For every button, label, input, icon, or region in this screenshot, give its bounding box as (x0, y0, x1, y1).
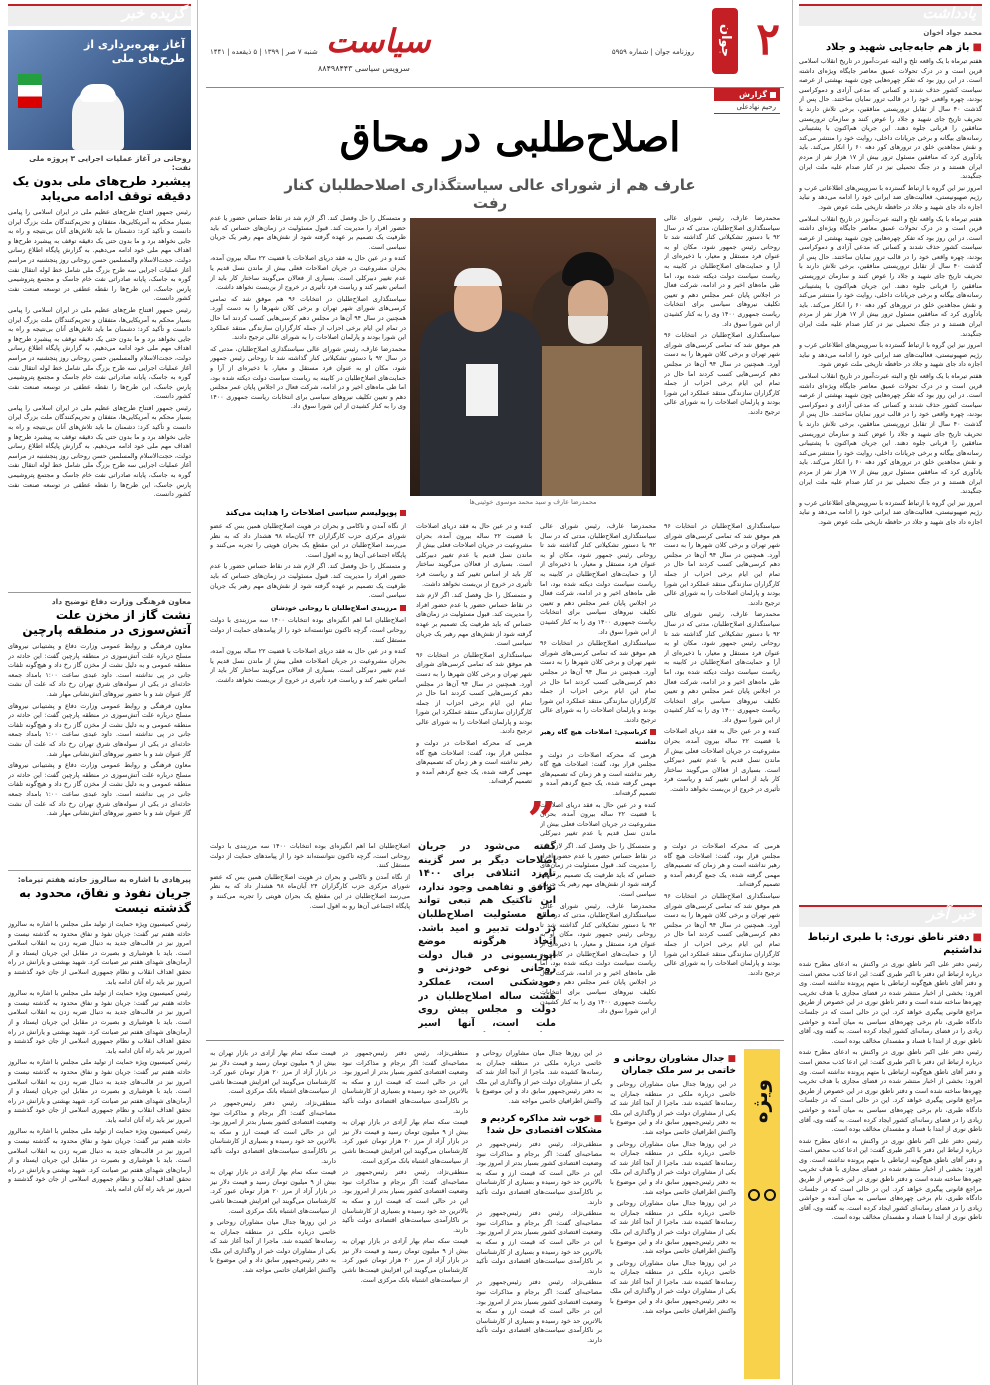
report-tag-label: گزارش (738, 90, 767, 99)
lead-text-col-left-of-photo: و متمسکل را حل وفصل کند. اگر لازم شد در نقاط حساس حضور یا عدم حضور افراد را مدیریت کند. قبول مسئولیت در زمان‌های حساس که باید طرفیت یک تصمیم بر عهده گرفته شود از نقش‌های مهم رهبر یک جریان سیاسی است. کنده و در عین حال به فقد دریای اصلاحات با قضیت ۲۲ ساله بیرون آمده، بحران مشروعیت در جریان اصلاحات فعلی بیش از ماندن نسل قدیم یا عدم تغییر دبیرکلی است. بسیاری از فعالان می‌گویند ساختار کار باید از اساس تغییر کند و ریاست فرد تأثیری در خروج از بن‌بست نخواهد داشت. سیاستگذاری اصلاح‌طلبان در انتخابات ۹۶ هم موفق شد که تمامی کرسی‌های شورای شهر تهران و برخی کلان شهرها را به دست آورد. همچنین در سال ۹۴ آن‌ها در مجلس دهم کرسی‌هایی کسب کردند اما حال در تمام این ایام برخی احزاب از جمله کارگزاران سازندگی منتقد عملکرد این شورا بودند و پارلمان اصلاحات را به شورای عالی ترجیح دادند. محمدرضا عارف، رئیس شورای عالی سیاستگذاری اصلاح‌طلبان، مدتی که در سال ۹۲ با دستور تشکیلاتی کنار گذاشته شد تا روحانی رئیس جمهور شود، مکان او به عنوان فرد مستقل و معیار، با ذخیره‌ای از آرا و حمایت‌های اصلاح‌طلبان در کابینه به ریاست سیاست دولت دیکته شده بود، اما طی ماه‌های اخیر و در ادامه، شرکت فعال در اجلاس پایان عمر مجلس دهم و تعیین تکلیف نیروهای سیاسی برای انتخابات ریاست جمهوری ۱۴۰۰ وی را به کنار کشیدن از این شورا سوق داد. (210, 214, 406, 411)
center-area (206, 0, 784, 1385)
item3-body: رئیس کمیسیون ویژه حمایت از تولید ملی مجلس با اشاره به سالروز حادثه هفتم تیر گفت: جریان نفوذ و نفاق محدود به گذشته نیست و امروز نیز در قالب‌های جدید به دنبال ضربه زدن به انقلاب اسلامی است. باید با هوشیاری و بصیرت در مقابل این جریان ایستاد و از آرمان‌های شهدای هفتم تیر صیانت کرد. شهید بهشتی و یارانش در راه تحقق اهداف انقلاب و نظام جمهوری اسلامی از جان خود گذشتند و امروز نیز باید راه آنان ادامه یابد. رئیس کمیسیون ویژه حمایت از تولید ملی مجلس با اشاره به سالروز حادثه هفتم تیر گفت: جریان نفوذ و نفاق محدود به گذشته نیست و امروز نیز در قالب‌های جدید به دنبال ضربه زدن به انقلاب اسلامی است. باید با هوشیاری و بصیرت در مقابل این جریان ایستاد و از آرمان‌های شهدای هفتم تیر صیانت کرد. شهید بهشتی و یارانش در راه تحقق اهداف انقلاب و نظام جمهوری اسلامی از جان خود گذشتند و امروز نیز باید راه آنان ادامه یابد. رئیس کمیسیون ویژه حمایت از تولید ملی مجلس با اشاره به سالروز حادثه هفتم تیر گفت: جریان نفوذ و نفاق محدود به گذشته نیست و امروز نیز در قالب‌های جدید به دنبال ضربه زدن به انقلاب اسلامی است. باید با هوشیاری و بصیرت در مقابل این جریان ایستاد و از آرمان‌های شهدای هفتم تیر صیانت کرد. شهید بهشتی و یارانش در راه تحقق اهداف انقلاب و نظام جمهوری اسلامی از جان خود گذشتند و امروز نیز باید راه آنان ادامه یابد. رئیس کمیسیون ویژه حمایت از تولید ملی مجلس با اشاره به سالروز حادثه هفتم تیر گفت: جریان نفوذ و نفاق محدود به گذشته نیست و امروز نیز در قالب‌های جدید به دنبال ضربه زدن به انقلاب اسلامی است. باید با هوشیاری و بصیرت در مقابل این جریان ایستاد و از آرمان‌های شهدای هفتم تیر صیانت کرد. شهید بهشتی و یارانش در راه تحقق اهداف انقلاب و نظام جمهوری اسلامی از جان خود گذشتند و امروز نیز باید راه آنان ادامه یابد. (8, 920, 191, 1194)
vijeh-item2-title: ■خوب شد مذاکره کردیم و مشکلات اقتصادی حل شد! (481, 1114, 602, 1136)
lead-text-col-6: هرمی که محرکه اصلاحات در دولت و مجلس قرار بود، گفت: اصلاحات هیچ گاه رهبر نداشته است و هر زمان که تصمیم‌های مهمی گرفته شده، یک جمع گردهم آمده و تصمیم گرفته‌اند. سیاستگذاری اصلاح‌طلبان در انتخابات ۹۶ هم موفق شد که تمامی کرسی‌های شورای شهر تهران و برخی کلان شهرها را به دست آورد. همچنین در سال ۹۴ آن‌ها در مجلس دهم کرسی‌هایی کسب کردند اما حال در تمام این ایام برخی احزاب از جمله کارگزاران سازندگی منتقد عملکرد این شورا بودند و پارلمان اصلاحات را به شورای عالی ترجیح دادند. (664, 842, 780, 977)
item1-title: پیشبرد طرح‌های ملی بدون یک دقیقه توقف ادامه می‌یابد (12, 174, 191, 203)
item2-body: معاون فرهنگی و روابط عمومی وزارت دفاع و پشتیبانی نیروهای مسلح درباره علت آتش‌سوزی در منطقه پارچین گفت: این حادثه در منطقه عمومی و به دلیل نشت از مخزن گاز رخ داد و هیچ‌گونه تلفات جانی در پی نداشته است. داود عبدی ساعت ۱:۰۰ بامداد جمعه حادثه‌ای در یکی از سوله‌های شرق تهران رخ داد که علت آن نشت گاز عنوان شد و با حضور نیروهای آتش‌نشانی مهار شد. معاون فرهنگی و روابط عمومی وزارت دفاع و پشتیبانی نیروهای مسلح درباره علت آتش‌سوزی در منطقه پارچین گفت: این حادثه در منطقه عمومی و به دلیل نشت از مخزن گاز رخ داد و هیچ‌گونه تلفات جانی در پی نداشته است. داود عبدی ساعت ۱:۰۰ بامداد جمعه حادثه‌ای در یکی از سوله‌های شرق تهران رخ داد که علت آن نشت گاز عنوان شد و با حضور نیروهای آتش‌نشانی مهار شد. معاون فرهنگی و روابط عمومی وزارت دفاع و پشتیبانی نیروهای مسلح درباره علت آتش‌سوزی در منطقه پارچین گفت: این حادثه در منطقه عمومی و به دلیل نشت از مخزن گاز رخ داد و هیچ‌گونه تلفات جانی در پی نداشته است. داود عبدی ساعت ۱:۰۰ بامداد جمعه حادثه‌ای در یکی از سوله‌های شرق تهران رخ داد که علت آن نشت گاز عنوان شد و با حضور نیروهای آتش‌نشانی مهار شد. (8, 642, 191, 818)
lead-text-col-1: محمدرضا عارف، رئیس شورای عالی سیاستگذاری اصلاح‌طلبان، مدتی که در سال ۹۲ با دستور تشکیلاتی کنار گذاشته شد تا روحانی رئیس جمهور شود، مکان او به عنوان فرد مستقل و معیار، با ذخیره‌ای از آرا و حمایت‌های اصلاح‌طلبان در کابینه به ریاست سیاست دولت دیکته شده بود، اما طی ماه‌های اخیر و در ادامه، شرکت فعال در اجلاس پایان عمر مجلس دهم و تعیین تکلیف نیروهای سیاسی برای انتخابات ریاست جمهوری ۱۴۰۰ وی را به کنار کشیدن از این شورا سوق داد. سیاستگذاری اصلاح‌طلبان در انتخابات ۹۶ هم موفق شد که تمامی کرسی‌های شورای شهر تهران و برخی کلان شهرها را به دست آورد. همچنین در سال ۹۴ آن‌ها در مجلس دهم کرسی‌هایی کسب کردند اما حال در تمام این ایام برخی احزاب از جمله کارگزاران سازندگی منتقد عملکرد این شورا بودند و پارلمان اصلاحات را به شورای عالی ترجیح دادند. (664, 214, 780, 416)
thumbnail-flag-icon (18, 74, 42, 108)
photo-cloak-right (542, 346, 642, 496)
service-name: سیاست (326, 22, 431, 60)
khabar-akhar-headline: ■دفتر ناطق نوری: با طبری ارتباط نداشتیم (807, 932, 982, 956)
item3-title: جریان نفوذ و نفاق، محدود به گذشته نیست (19, 886, 191, 915)
right-column-header (799, 0, 982, 26)
item2-title: نشت گاز از مخزن علت آتش‌سوزی در منطقه پارچین (22, 608, 191, 637)
pull-quote-text: گفته می‌شود در جریان اصلاحات دیگر بر سر گزینه تام‌زد ائتلافی برای ۱۴۰۰ توافق و تفاهمی وجود ندارد، این تاکتیک هم تبعی تواند مانع مسئولیت اصلاح‌طلبان در دولت تدبیر و امید باشد. اتخاذ هرگونه موضع اپوزیسیونی در قبال دولت روحانی نوعی خودزنی و خودشکنی است، عملکرد هشت ساله اصلاح‌طلبان در دولت و مجلس پیش روی ملت است، آنها اسیر (418, 841, 556, 1029)
vijeh-label: ویژه (748, 1079, 772, 1124)
vijeh-section (206, 1040, 784, 1385)
pull-quote (418, 800, 556, 1032)
lead-text-col-4: کنده و در عین حال به فقد دریای اصلاحات با قضیت ۲۲ ساله بیرون آمده، بحران مشروعیت در جریان اصلاحات فعلی بیش از ماندن نسل قدیم یا عدم تغییر دبیرکلی است. بسیاری از فعالان می‌گویند ساختار کار باید از اساس تغییر کند و ریاست فرد تأثیری در خروج از بن‌بست نخواهد داشت. و متمسکل را حل وفصل کند. اگر لازم شد در نقاط حساس حضور یا عدم حضور افراد را مدیریت کند. قبول مسئولیت در زمان‌های حساس که باید طرفیت یک تصمیم بر عهده گرفته شود از نقش‌های مهم رهبر یک جریان سیاسی است. سیاستگذاری اصلاح‌طلبان در انتخابات ۹۶ هم موفق شد که تمامی کرسی‌های شورای شهر تهران و برخی کلان شهرها را به دست آورد. همچنین در سال ۹۴ آن‌ها در مجلس دهم کرسی‌هایی کسب کردند اما حال در تمام این ایام برخی احزاب از جمله کارگزاران سازندگی منتقد عملکرد این شورا بودند و پارلمان اصلاحات را به شورای عالی ترجیح دادند. هرمی که محرکه اصلاحات در دولت و مجلس قرار بود، گفت: اصلاحات هیچ گاه رهبر نداشته است و هر زمان که تصمیم‌های مهمی گرفته شده، یک جمع گردهم آمده و تصمیم گرفته‌اند. (416, 522, 532, 786)
question-heading: کرباسچی: اصلاحات هیچ گاه رهبر نداشته (540, 728, 656, 747)
column-headline: ■باز هم جابه‌جایی شهید و جلاد (826, 42, 982, 53)
glasses-icon (748, 1189, 776, 1201)
right-column-title: یادداشت (922, 4, 976, 22)
report-tag (714, 88, 780, 114)
khabar-akhar-title: خبر آخر (926, 905, 976, 923)
photo-caption: محمدرضا عارف و سید محمد موسوی خوئینی‌ها (469, 498, 597, 506)
report-author: رحیم نهادعلی (714, 101, 780, 114)
vijeh-item1-body: در این روزها جدال میان مشاوران روحانی و خاتمی درباره ملکی در منطقه جماران به رسانه‌ها کشیده شد. ماجرا از آنجا آغاز شد که یکی از مشاوران دولت خبر از واگذاری این ملک به دفتر رئیس‌جمهور سابق داد و این موضوع با واکنش اطرافیان خاتمی مواجه شد. در این روزها جدال میان مشاوران روحانی و خاتمی درباره ملکی در منطقه جماران به رسانه‌ها کشیده شد. ماجرا از آنجا آغاز شد که یکی از مشاوران دولت خبر از واگذاری این ملک به دفتر رئیس‌جمهور سابق داد و این موضوع با واکنش اطرافیان خاتمی مواجه شد. در این روزها جدال میان مشاوران روحانی و خاتمی درباره ملکی در منطقه جماران به رسانه‌ها کشیده شد. ماجرا از آنجا آغاز شد که یکی از مشاوران دولت خبر از واگذاری این ملک به دفتر رئیس‌جمهور سابق داد و این موضوع با واکنش اطرافیان خاتمی مواجه شد. در این روزها جدال میان مشاوران روحانی و خاتمی درباره ملکی در منطقه جماران به رسانه‌ها کشیده شد. ماجرا از آنجا آغاز شد که یکی از مشاوران دولت خبر از واگذاری این ملک به دفتر رئیس‌جمهور سابق داد و این موضوع با واکنش اطرافیان خاتمی مواجه شد. (610, 1080, 736, 1315)
column-body: هفتم تیرماه با یک واقعه تلخ و البته عبرت‌آموز در تاریخ انقلاب اسلامی قرین است و در درک تحولات عمیق معاصر جایگاه ویژه‌ای داشته است. در این روز بود که تفکر چهره‌هایی چون شهید بهشتی از عرصه سیاست کشور حذف شدند و کسانی که مدعی آزادی و دموکراسی بودند، چهره واقعی خود را در قالب ترور نمایان ساختند. حال پس از گذشت ۴۰ سال از تقابل تروریستی منافقین، برخی تلاش دارند با تحریف تاریخ جای شهید و جلاد را عوض کنند و سازمان تروریستی منافقین را قربانی جلوه دهند. این جریان هم‌اکنون با پشتیبانی رسانه‌های بیگانه و برخی جریانات داخلی، روایت خود را منتشر می‌کند و نقش مجاهدین خلق در ترورهای کور دهه ۶۰ را انکار می‌کند. باید یادآوری کرد که منافقین مسئول ترور بیش از ۱۷ هزار نفر از مردم ایران هستند و در جنگ تحمیلی نیز در کنار صدام علیه ملت ایران جنگیدند. امروز نیز این گروه با ارتباط گسترده با سرویس‌های اطلاعاتی غرب و رژیم صهیونیستی، فعالیت‌های ضد ایرانی خود را ادامه می‌دهد و نباید اجازه داد جای شهید و جلاد در حافظه تاریخی ملت عوض شود. هفتم تیرماه با یک واقعه تلخ و البته عبرت‌آموز در تاریخ انقلاب اسلامی قرین است و در درک تحولات عمیق معاصر جایگاه ویژه‌ای داشته است. در این روز بود که تفکر چهره‌هایی چون شهید بهشتی از عرصه سیاست کشور حذف شدند و کسانی که مدعی آزادی و دموکراسی بودند، چهره واقعی خود را در قالب ترور نمایان ساختند. حال پس از گذشت ۴۰ سال از تقابل تروریستی منافقین، برخی تلاش دارند با تحریف تاریخ جای شهید و جلاد را عوض کنند و سازمان تروریستی منافقین را قربانی جلوه دهند. این جریان هم‌اکنون با پشتیبانی رسانه‌های بیگانه و برخی جریانات داخلی، روایت خود را منتشر می‌کند و نقش مجاهدین خلق در ترورهای کور دهه ۶۰ را انکار می‌کند. باید یادآوری کرد که منافقین مسئول ترور بیش از ۱۷ هزار نفر از مردم ایران هستند و در جنگ تحمیلی نیز در کنار صدام علیه ملت ایران جنگیدند. امروز نیز این گروه با ارتباط گسترده با سرویس‌های اطلاعاتی غرب و رژیم صهیونیستی، فعالیت‌های ضد ایرانی خود را ادامه می‌دهد و نباید اجازه داد جای شهید و جلاد در حافظه تاریخی ملت عوض شود. هفتم تیرماه با یک واقعه تلخ و البته عبرت‌آموز در تاریخ انقلاب اسلامی قرین است و در درک تحولات عمیق معاصر جایگاه ویژه‌ای داشته است. در این روز بود که تفکر چهره‌هایی چون شهید بهشتی از عرصه سیاست کشور حذف شدند و کسانی که مدعی آزادی و دموکراسی بودند، چهره واقعی خود را در قالب ترور نمایان ساختند. حال پس از گذشت ۴۰ سال از تقابل تروریستی منافقین، برخی تلاش دارند با تحریف تاریخ جای شهید و جلاد را عوض کنند و سازمان تروریستی منافقین را قربانی جلوه دهند. این جریان هم‌اکنون با پشتیبانی رسانه‌های بیگانه و برخی جریانات داخلی، روایت خود را منتشر می‌کند و نقش مجاهدین خلق در ترورهای کور دهه ۶۰ را انکار می‌کند. باید یادآوری کرد که منافقین مسئول ترور بیش از ۱۷ هزار نفر از مردم ایران هستند و در جنگ تحمیلی نیز در کنار صدام علیه ملت ایران جنگیدند. امروز نیز این گروه با ارتباط گسترده با سرویس‌های اطلاعاتی غرب و رژیم صهیونیستی، فعالیت‌های ضد ایرانی خود را ادامه می‌دهد و نباید اجازه داد جای شهید و جلاد در حافظه تاریخی ملت عوض شود. (799, 57, 982, 526)
vijeh-col-2 (476, 1049, 602, 1379)
item2-kicker: معاون فرهنگی وزارت دفاع توضیح داد (51, 597, 191, 606)
thumbnail-turban-icon (80, 84, 116, 102)
vijeh-col-3: منطقی‌نژاد، رئیس دفتر رئیس‌جمهور در مصاحبه‌ای گفت: اگر برجام و مذاکرات نبود وضعیت اقتصادی کشور بسیار بدتر از امروز بود. این در حالی است که قیمت ارز و سکه به بالاترین حد خود رسیده و بسیاری از کارشناسان بر ناکارآمدی سیاست‌های اقتصادی دولت تأکید دارند. قیمت سکه تمام بهار آزادی در بازار تهران به بیش از ۹ میلیون تومان رسید و قیمت دلار نیز در بازار آزاد از مرز ۲۰ هزار تومان عبور کرد. کارشناسان می‌گویند این افزایش قیمت‌ها ناشی از سیاست‌های اشتباه بانک مرکزی است. منطقی‌نژاد، رئیس دفتر رئیس‌جمهور در مصاحبه‌ای گفت: اگر برجام و مذاکرات نبود وضعیت اقتصادی کشور بسیار بدتر از امروز بود. این در حالی است که قیمت ارز و سکه به بالاترین حد خود رسیده و بسیاری از کارشناسان بر ناکارآمدی سیاست‌های اقتصادی دولت تأکید دارند. قیمت سکه تمام بهار آزادی در بازار تهران به بیش از ۹ میلیون تومان رسید و قیمت دلار نیز در بازار آزاد از مرز ۲۰ هزار تومان عبور کرد. کارشناسان می‌گویند این افزایش قیمت‌ها ناشی از سیاست‌های اشتباه بانک مرکزی است. (342, 1049, 468, 1284)
lead-text-col-5: از نگاه آمدن و ناکامی و بحران در هویت اصلاح‌طلبان همین بس که عضو شورای مرکزی حزب کارگزاران ۲۴ آبان‌ماه ۹۸ هشدار داد که به نظر می‌رسد اصلاح‌طلبان در این مقطع یک بحران هویتی را تجربه می‌کنند و پایگاه اجتماعی آن‌ها رو به افول است. و متمسکل را حل وفصل کند. اگر لازم شد در نقاط حساس حضور یا عدم حضور افراد را مدیریت کند. قبول مسئولیت در زمان‌های حساس که باید طرفیت یک تصمیم بر عهده گرفته شود از نقش‌های مهم رهبر یک جریان سیاسی است. مرزبندی اصلاح‌طلبان با روحانی خودشان اصلاح‌طلبان اما اهم انگیزه‌ای بوده انتخابات ۱۴۰۰ سه مرزبندی با دولت روحانی است، گرچه تاکنون نتوانسته‌اند خود را از پیامدهای حمایت از دولت مستقل کنند. کنده و در عین حال به فقد دریای اصلاحات با قضیت ۲۲ ساله بیرون آمده، بحران مشروعیت در جریان اصلاحات فعلی بیش از ماندن نسل قدیم یا عدم تغییر دبیرکلی است. بسیاری از فعالان می‌گویند ساختار کار باید از اساس تغییر کند و ریاست فرد تأثیری در خروج از بن‌بست نخواهد داشت. (210, 522, 406, 684)
left-column (8, 0, 198, 1385)
section-heading-2: مرزبندی اصلاح‌طلبان با روحانی خودشان (210, 604, 406, 614)
vijeh-item1-title: ■جدال مشاوران روحانی و خاتمی بر سر ملک جماران (614, 1054, 736, 1076)
vijeh-label-box (744, 1049, 780, 1379)
photo-shirt-left (466, 364, 498, 416)
left-column-title: گزیده خبر (122, 4, 185, 22)
page-number: ۲ (756, 14, 780, 65)
khabar-akhar-header (799, 901, 982, 927)
masthead (206, 0, 784, 88)
date-line: ﺷﻨﺒﻪ ۷ ﺻﺮ | ۱۳۹۹ | ۵ ذیقعده | ۱۴۴۱ (210, 48, 318, 56)
lead-title: اصلاح‌طلبی در محاق (339, 114, 681, 161)
paper-logo: جوان (712, 8, 738, 74)
item1-body: رئیس جمهور افتتاح طرح‌های عظیم ملی در ایران اسلامی را پیامی بسیار محکم به آمریکایی‌ها، متفقان و تحریم‌کنندگان ملت بزرگ ایران دانست و تأکید کرد: دشمنان ما باید تلاش‌های آنان بی‌نتیجه و راه به جایی نخواهد برد و ما بدون حتی یک دقیقه توقف به پیشبرد طرح‌ها و اهداف مهم ملی خود ادامه می‌دهیم. به گزارش پایگاه اطلاع رسانی دولت، حجت‌الاسلام والمسلمین حسن روحانی روز پنجشنبه در مراسم آغاز عملیات اجرایی سه طرح بزرگ ملی شامل خط لوله انتقال نفت گوره به جاسک، پایانه صادراتی نفت خام جاسک و مجتمع پتروشیمی پارس جاسک، این طرح‌ها را نقطه عطفی در توسعه صنعت نفت کشور دانست. رئیس جمهور افتتاح طرح‌های عظیم ملی در ایران اسلامی را پیامی بسیار محکم به آمریکایی‌ها، متفقان و تحریم‌کنندگان ملت بزرگ ایران دانست و تأکید کرد: دشمنان ما باید تلاش‌های آنان بی‌نتیجه و راه به جایی نخواهد برد و ما بدون حتی یک دقیقه توقف به پیشبرد طرح‌ها و اهداف مهم ملی خود ادامه می‌دهیم. به گزارش پایگاه اطلاع رسانی دولت، حجت‌الاسلام والمسلمین حسن روحانی روز پنجشنبه در مراسم آغاز عملیات اجرایی سه طرح بزرگ ملی شامل خط لوله انتقال نفت گوره به جاسک، پایانه صادراتی نفت خام جاسک و مجتمع پتروشیمی پارس جاسک، این طرح‌ها را نقطه عطفی در توسعه صنعت نفت کشور دانست. رئیس جمهور افتتاح طرح‌های عظیم ملی در ایران اسلامی را پیامی بسیار محکم به آمریکایی‌ها، متفقان و تحریم‌کنندگان ملت بزرگ ایران دانست و تأکید کرد: دشمنان ما باید تلاش‌های آنان بی‌نتیجه و راه به جایی نخواهد برد و ما بدون حتی یک دقیقه توقف به پیشبرد طرح‌ها و اهداف مهم ملی خود ادامه می‌دهیم. به گزارش پایگاه اطلاع رسانی دولت، حجت‌الاسلام والمسلمین حسن روحانی روز پنجشنبه در مراسم آغاز عملیات اجرایی سه طرح بزرگ ملی شامل خط لوله انتقال نفت گوره به جاسک، پایانه صادراتی نفت خام جاسک و مجتمع پتروشیمی پارس جاسک، این طرح‌ها را نقطه عطفی در توسعه صنعت نفت کشور دانست. (8, 208, 191, 499)
item1-kicker: روحانی در آغاز عملیات اجرایی ۳ پروژه ملی نفت: (29, 154, 191, 172)
thumbnail-headline: آغاز بهره‌برداری از طرح‌های ملی (83, 38, 185, 65)
lead-subtitle: عارف هم از شورای عالی سیاستگذاری اصلاحطلبان کنار رفت (284, 176, 696, 212)
lead-text-col-7: و متمسکل را حل وفصل کند. اگر لازم شد در نقاط حساس حضور یا عدم حضور افراد را مدیریت کند. قبول مسئولیت در زمان‌های حساس که باید طرفیت یک تصمیم بر عهده گرفته شود از نقش‌های مهم رهبر یک جریان سیاسی است. محمدرضا عارف، رئیس شورای عالی سیاستگذاری اصلاح‌طلبان، مدتی که در سال ۹۲ با دستور تشکیلاتی کنار گذاشته شد تا روحانی رئیس جمهور شود، مکان او به عنوان فرد مستقل و معیار، با ذخیره‌ای از آرا و حمایت‌های اصلاح‌طلبان در کابینه به ریاست سیاست دولت دیکته شده بود، اما طی ماه‌های اخیر و در ادامه، شرکت فعال در اجلاس پایان عمر مجلس دهم و تعیین تکلیف نیروهای سیاسی برای انتخابات ریاست جمهوری ۱۴۰۰ وی را به کنار کشیدن از این شورا سوق داد. (540, 842, 656, 1016)
photo-hair-left (454, 268, 502, 286)
lead-photo (410, 218, 656, 496)
section-heading-1: پوپولیسم سیاسی اصلاحات را هدایت می‌کند (210, 508, 406, 517)
news-thumbnail (8, 30, 191, 150)
lead-text-col-8: اصلاح‌طلبان اما اهم انگیزه‌ای بوده انتخابات ۱۴۰۰ سه مرزبندی با دولت روحانی است، گرچه تاکنون نتوانسته‌اند خود را از پیامدهای حمایت از دولت مستقل کنند. از نگاه آمدن و ناکامی و بحران در هویت اصلاح‌طلبان همین بس که عضو شورای مرکزی حزب کارگزاران ۲۴ آبان‌ماه ۹۸ هشدار داد که به نظر می‌رسد اصلاح‌طلبان در این مقطع یک بحران هویتی را تجربه می‌کنند و پایگاه اجتماعی آن‌ها رو به افول است. (210, 842, 410, 910)
column-author: محمد جواد اخوان (923, 29, 982, 37)
service-sub: سرویس سیاسی ۸۸۴۹۸۴۴۳ (318, 64, 410, 73)
issue-line: روزنامه جوان | شماره ۵۹۵۹ (611, 48, 694, 56)
item3-kicker: پیرهادی با اشاره به سالروز حادثه هفتم تیرماه: (17, 875, 191, 884)
vijeh-col-4: قیمت سکه تمام بهار آزادی در بازار تهران به بیش از ۹ میلیون تومان رسید و قیمت دلار نیز در بازار آزاد از مرز ۲۰ هزار تومان عبور کرد. کارشناسان می‌گویند این افزایش قیمت‌ها ناشی از سیاست‌های اشتباه بانک مرکزی است. منطقی‌نژاد، رئیس دفتر رئیس‌جمهور در مصاحبه‌ای گفت: اگر برجام و مذاکرات نبود وضعیت اقتصادی کشور بسیار بدتر از امروز بود. این در حالی است که قیمت ارز و سکه به بالاترین حد خود رسیده و بسیاری از کارشناسان بر ناکارآمدی سیاست‌های اقتصادی دولت تأکید دارند. قیمت سکه تمام بهار آزادی در بازار تهران به بیش از ۹ میلیون تومان رسید و قیمت دلار نیز در بازار آزاد از مرز ۲۰ هزار تومان عبور کرد. کارشناسان می‌گویند این افزایش قیمت‌ها ناشی از سیاست‌های اشتباه بانک مرکزی است. در این روزها جدال میان مشاوران روحانی و خاتمی درباره ملکی در منطقه جماران به رسانه‌ها کشیده شد. ماجرا از آنجا آغاز شد که یکی از مشاوران دولت خبر از واگذاری این ملک به دفتر رئیس‌جمهور سابق داد و این موضوع با واکنش اطرافیان خاتمی مواجه شد. (210, 1049, 336, 1275)
right-column (792, 0, 982, 1385)
vijeh-item2-body: منطقی‌نژاد، رئیس دفتر رئیس‌جمهور در مصاحبه‌ای گفت: اگر برجام و مذاکرات نبود وضعیت اقتصادی کشور بسیار بدتر از امروز بود. این در حالی است که قیمت ارز و سکه به بالاترین حد خود رسیده و بسیاری از کارشناسان بر ناکارآمدی سیاست‌های اقتصادی دولت تأکید دارند. منطقی‌نژاد، رئیس دفتر رئیس‌جمهور در مصاحبه‌ای گفت: اگر برجام و مذاکرات نبود وضعیت اقتصادی کشور بسیار بدتر از امروز بود. این در حالی است که قیمت ارز و سکه به بالاترین حد خود رسیده و بسیاری از کارشناسان بر ناکارآمدی سیاست‌های اقتصادی دولت تأکید دارند. منطقی‌نژاد، رئیس دفتر رئیس‌جمهور در مصاحبه‌ای گفت: اگر برجام و مذاکرات نبود وضعیت اقتصادی کشور بسیار بدتر از امروز بود. این در حالی است که قیمت ارز و سکه به بالاترین حد خود رسیده و بسیاری از کارشناسان بر ناکارآمدی سیاست‌های اقتصادی دولت تأکید دارند. (476, 1140, 602, 1344)
lead-text-col-3: محمدرضا عارف، رئیس شورای عالی سیاستگذاری اصلاح‌طلبان، مدتی که در سال ۹۲ با دستور تشکیلاتی کنار گذاشته شد تا روحانی رئیس جمهور شود، مکان او به عنوان فرد مستقل و معیار، با ذخیره‌ای از آرا و حمایت‌های اصلاح‌طلبان در کابینه به ریاست سیاست دولت دیکته شده بود، اما طی ماه‌های اخیر و در ادامه، شرکت فعال در اجلاس پایان عمر مجلس دهم و تعیین تکلیف نیروهای سیاسی برای انتخابات ریاست جمهوری ۱۴۰۰ وی را به کنار کشیدن از این شورا سوق داد. سیاستگذاری اصلاح‌طلبان در انتخابات ۹۶ هم موفق شد که تمامی کرسی‌های شورای شهر تهران و برخی کلان شهرها را به دست آورد. همچنین در سال ۹۴ آن‌ها در مجلس دهم کرسی‌هایی کسب کردند اما حال در تمام این ایام برخی احزاب از جمله کارگزاران سازندگی منتقد عملکرد این شورا بودند و پارلمان اصلاحات را به شورای عالی ترجیح دادند. کرباسچی: اصلاحات هیچ گاه رهبر نداشته هرمی که محرکه اصلاحات در دولت و مجلس قرار بود، گفت: اصلاحات هیچ گاه رهبر نداشته است و هر زمان که تصمیم‌های مهمی گرفته شده، یک جمع گردهم آمده و تصمیم گرفته‌اند. کنده و در عین حال به فقد دریای اصلاحات با قضیت ۲۲ ساله بیرون آمده، بحران مشروعیت در جریان اصلاحات فعلی بیش از ماندن نسل قدیم یا عدم تغییر دبیرکلی (540, 522, 656, 838)
vijeh-item1-continued: در این روزها جدال میان مشاوران روحانی و خاتمی درباره ملکی در منطقه جماران به رسانه‌ها کشیده شد. ماجرا از آنجا آغاز شد که یکی از مشاوران دولت خبر از واگذاری این ملک به دفتر رئیس‌جمهور سابق داد و این موضوع با واکنش اطرافیان خاتمی مواجه شد. (476, 1049, 602, 1105)
quote-mark-icon: ” (527, 800, 556, 849)
lead-text-col-2: سیاستگذاری اصلاح‌طلبان در انتخابات ۹۶ هم موفق شد که تمامی کرسی‌های شورای شهر تهران و برخی کلان شهرها را به دست آورد. همچنین در سال ۹۴ آن‌ها در مجلس دهم کرسی‌هایی کسب کردند اما حال در تمام این ایام برخی احزاب از جمله کارگزاران سازندگی منتقد عملکرد این شورا بودند و پارلمان اصلاحات را به شورای عالی ترجیح دادند. محمدرضا عارف، رئیس شورای عالی سیاستگذاری اصلاح‌طلبان، مدتی که در سال ۹۲ با دستور تشکیلاتی کنار گذاشته شد تا روحانی رئیس جمهور شود، مکان او به عنوان فرد مستقل و معیار، با ذخیره‌ای از آرا و حمایت‌های اصلاح‌طلبان در کابینه به ریاست سیاست دولت دیکته شده بود، اما طی ماه‌های اخیر و در ادامه، شرکت فعال در اجلاس پایان عمر مجلس دهم و تعیین تکلیف نیروهای سیاسی برای انتخابات ریاست جمهوری ۱۴۰۰ وی را به کنار کشیدن از این شورا سوق داد. کنده و در عین حال به فقد دریای اصلاحات با قضیت ۲۲ ساله بیرون آمده، بحران مشروعیت در جریان اصلاحات فعلی بیش از ماندن نسل قدیم یا عدم تغییر دبیرکلی است. بسیاری از فعالان می‌گویند ساختار کار باید از اساس تغییر کند و ریاست فرد تأثیری در خروج از بن‌بست نخواهد داشت. (664, 522, 780, 794)
vijeh-col-1 (610, 1049, 736, 1379)
khabar-akhar-body: رئیس دفتر علی اکبر ناطق نوری در واکنش به ادعای مطرح شده درباره ارتباط این دفتر با اکبر طبری گفت: این ادعا کذب محض است و دفتر آقای ناطق هیچ‌گونه ارتباطی با متهم پرونده نداشته است. وی افزود: بخشی از اخبار منتشر شده در فضای مجازی با هدف تخریب چهره‌ها ساخته شده است و دفتر ناطق نوری در این خصوص از طریق مراجع قانونی پیگیری خواهد کرد. این در حالی است که در جلسات دادگاه طبری، نام برخی چهره‌های سیاسی به میان آمده و حواشی زیادی را در فضای رسانه‌ای کشور ایجاد کرده است. به گفته وی، آقای ناطق نوری از ابتدا با فساد و مفسدان مخالف بوده است. رئیس دفتر علی اکبر ناطق نوری در واکنش به ادعای مطرح شده درباره ارتباط این دفتر با اکبر طبری گفت: این ادعا کذب محض است و دفتر آقای ناطق هیچ‌گونه ارتباطی با متهم پرونده نداشته است. وی افزود: بخشی از اخبار منتشر شده در فضای مجازی با هدف تخریب چهره‌ها ساخته شده است و دفتر ناطق نوری در این خصوص از طریق مراجع قانونی پیگیری خواهد کرد. این در حالی است که در جلسات دادگاه طبری، نام برخی چهره‌های سیاسی به میان آمده و حواشی زیادی را در فضای رسانه‌ای کشور ایجاد کرده است. به گفته وی، آقای ناطق نوری از ابتدا با فساد و مفسدان مخالف بوده است. رئیس دفتر علی اکبر ناطق نوری در واکنش به ادعای مطرح شده درباره ارتباط این دفتر با اکبر طبری گفت: این ادعا کذب محض است و دفتر آقای ناطق هیچ‌گونه ارتباطی با متهم پرونده نداشته است. وی افزود: بخشی از اخبار منتشر شده در فضای مجازی با هدف تخریب چهره‌ها ساخته شده است و دفتر ناطق نوری در این خصوص از طریق مراجع قانونی پیگیری خواهد کرد. این در حالی است که در جلسات دادگاه طبری، نام برخی چهره‌های سیاسی به میان آمده و حواشی زیادی را در فضای رسانه‌ای کشور ایجاد کرده است. به گفته وی، آقای ناطق نوری از ابتدا با فساد و مفسدان مخالف بوده است. (799, 960, 982, 1222)
left-column-header (8, 0, 191, 26)
